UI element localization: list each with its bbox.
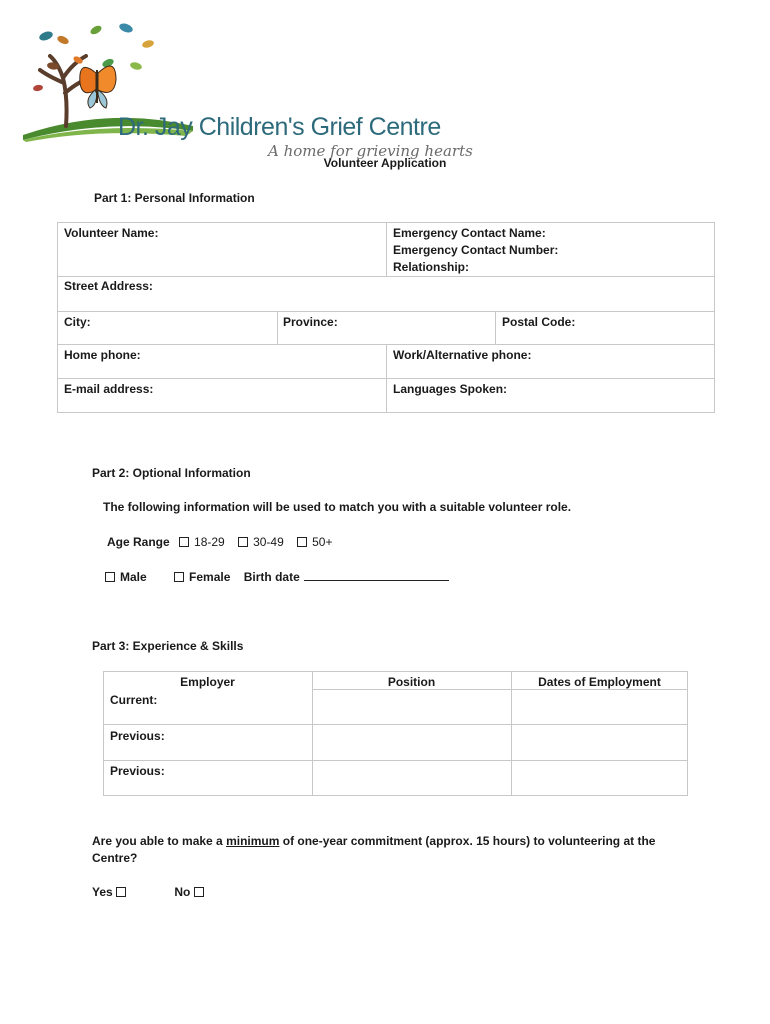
birth-date-label: Birth date <box>243 570 300 584</box>
commitment-answers <box>92 885 209 899</box>
part3-heading: Part 3: Experience & Skills <box>92 639 244 653</box>
work-phone-field[interactable]: Work/Alternative phone: <box>393 348 532 362</box>
age-range-label: Age Range <box>107 535 170 549</box>
column-header-position: Position <box>387 675 436 689</box>
row-label-current: Current: <box>110 693 158 707</box>
checkbox-icon[interactable] <box>174 572 184 582</box>
gender-option-female[interactable]: Female <box>174 570 230 584</box>
city-field[interactable]: City: <box>64 315 91 329</box>
checkbox-icon[interactable] <box>179 537 189 547</box>
emergency-contact-number-field[interactable]: Emergency Contact Number: <box>393 243 559 257</box>
checkbox-icon[interactable] <box>105 572 115 582</box>
org-name: Dr. Jay Children's Grief Centre <box>118 113 441 141</box>
volunteer-name-field[interactable]: Volunteer Name: <box>64 226 159 240</box>
gender-option-male[interactable]: Male <box>105 570 147 584</box>
part2-heading: Part 2: Optional Information <box>92 466 251 480</box>
logo <box>18 18 473 160</box>
page-title: Volunteer Application <box>323 156 447 170</box>
province-field[interactable]: Province: <box>283 315 338 329</box>
email-field[interactable]: E-mail address: <box>64 382 154 396</box>
part2-intro: The following information will be used to match you with a suitable volunteer role. <box>103 500 572 514</box>
birth-date-field[interactable] <box>304 570 449 581</box>
no-option[interactable]: No <box>174 885 208 899</box>
commitment-question: Are you able to make a minimum of one-year commitment (approx. 15 hours) to volunteering at the Centre? <box>92 834 656 865</box>
checkbox-icon[interactable] <box>297 537 307 547</box>
row-label-previous: Previous: <box>110 729 165 743</box>
relationship-field[interactable]: Relationship: <box>393 260 470 274</box>
row-label-previous: Previous: <box>110 764 165 778</box>
column-header-dates: Dates of Employment <box>538 675 661 689</box>
age-option-30-49[interactable]: 30-49 <box>238 535 284 549</box>
column-header-employer: Employer <box>180 675 235 689</box>
age-option-18-29[interactable]: 18-29 <box>179 535 225 549</box>
checkbox-icon[interactable] <box>194 887 204 897</box>
gender-row <box>105 570 449 584</box>
postal-code-field[interactable]: Postal Code: <box>502 315 576 329</box>
checkbox-icon[interactable] <box>116 887 126 897</box>
checkbox-icon[interactable] <box>238 537 248 547</box>
org-tagline: A home for grieving hearts <box>268 142 473 160</box>
age-range-row <box>107 535 332 549</box>
part1-heading: Part 1: Personal Information <box>94 191 255 205</box>
languages-field[interactable]: Languages Spoken: <box>393 382 508 396</box>
age-option-50-plus[interactable]: 50+ <box>297 535 332 549</box>
emergency-contact-name-field[interactable]: Emergency Contact Name: <box>393 226 546 240</box>
home-phone-field[interactable]: Home phone: <box>64 348 141 362</box>
yes-option[interactable]: Yes <box>92 885 131 899</box>
street-address-field[interactable]: Street Address: <box>64 279 153 293</box>
